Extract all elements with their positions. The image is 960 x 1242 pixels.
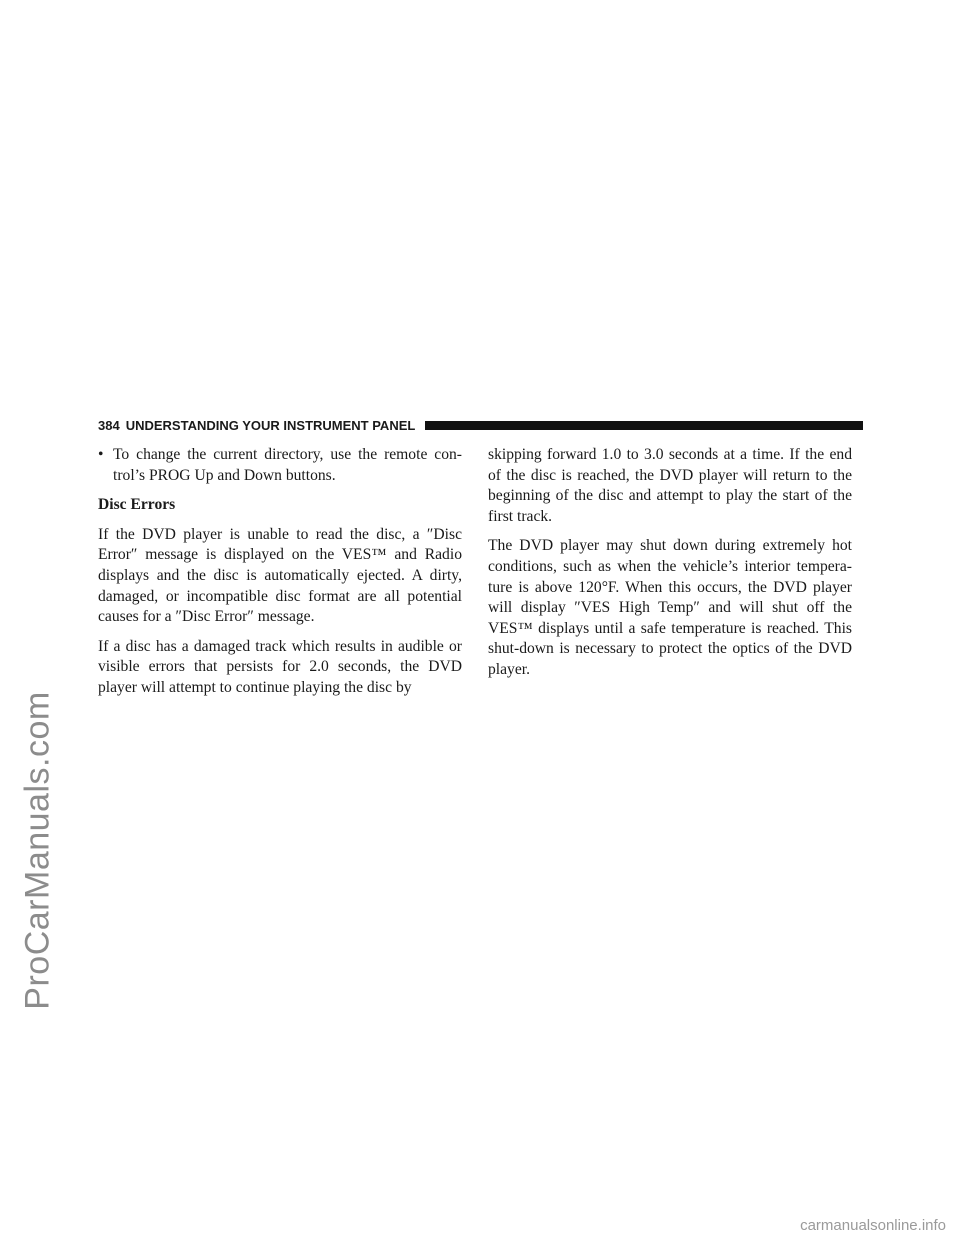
watermark-procarmanuals [8,470,68,1230]
right-column [488,445,852,690]
page-header [98,416,863,434]
page-number: 384 [98,417,120,433]
section-title: UNDERSTANDING YOUR INSTRUMENT PANEL [125,417,416,433]
paragraph-high-temp: The DVD player may shut down during extremely hot conditions, such as when the vehicle’s interior tempera-ture is above 120°F. When this occurs, the DVD player will display ″VES High Temp″ and will shut off the VES™ displays until a safe temperature is reached. This shut-down is necessary to protect the optics of the DVD player. [488,537,852,678]
paragraph-skipping-forward: skipping forward 1.0 to 3.0 seconds at a time. If the end of the disc is reached, the DVD player will return to the beginning of the disc and attempt to play the start of the first track. [488,446,852,525]
bullet-item [98,445,462,486]
left-column [98,445,462,708]
paragraph-disc-error-message: If the DVD player is unable to read the disc, a ″Disc Error″ message is displayed on the VES™ and Radio displays and the disc is automatically ejected. A dirty, damaged, or incompatible disc format are all potential causes for a ″Disc Error″ message. [98,525,462,626]
disc-errors-heading: Disc Errors [98,496,176,514]
bullet-icon: • [98,446,104,463]
watermark-carmanualsonline: carmanualsonline.info [800,1217,946,1234]
paragraph-damaged-track: If a disc has a damaged track which results in audible or visible errors that persists for 2.0 seconds, the DVD player will attempt to continue playing the disc by [98,637,462,696]
watermark-left-text: ProCarManuals.com [18,690,57,1010]
bullet-text: To change the current directory, use the remote con-trol’s PROG Up and Down buttons. [113,446,462,484]
header-rule [425,421,863,430]
